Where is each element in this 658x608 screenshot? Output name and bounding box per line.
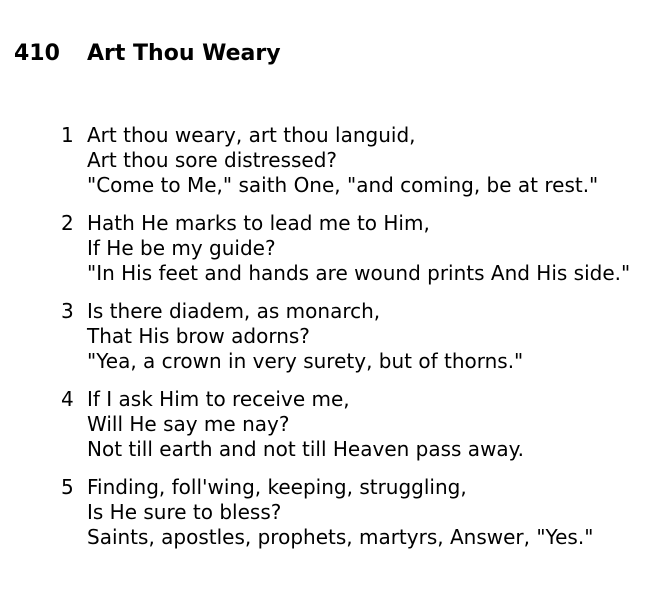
verse-lines <box>87 211 630 286</box>
verse-line: Not till earth and not till Heaven pass away. <box>87 437 525 461</box>
verse-number: 3 <box>61 299 74 323</box>
verse-2 <box>61 211 651 286</box>
verse-line: Saints, apostles, prophets, martyrs, Answer, "Yes." <box>87 525 594 549</box>
verse-line: "Come to Me," saith One, "and coming, be at rest." <box>87 173 599 197</box>
verse-line: Is He sure to bless? <box>87 500 282 524</box>
verse-line: "In His feet and hands are wound prints And His side." <box>87 261 631 285</box>
hymn-title: Art Thou Weary <box>87 41 281 66</box>
verse-number: 1 <box>61 123 74 147</box>
verse-number: 4 <box>61 387 74 411</box>
verse-line: That His brow adorns? <box>87 324 310 348</box>
verse-line: Is there diadem, as monarch, <box>87 299 381 323</box>
verse-line: If He be my guide? <box>87 236 276 260</box>
verse-line: Finding, foll'wing, keeping, struggling, <box>87 475 467 499</box>
verse-3 <box>61 299 651 374</box>
verse-4 <box>61 387 651 462</box>
hymn-number: 410 <box>14 41 60 66</box>
verse-lines <box>87 299 523 374</box>
verse-line: Hath He marks to lead me to Him, <box>87 211 430 235</box>
verse-list <box>61 123 651 563</box>
verse-lines <box>87 387 524 462</box>
verse-lines <box>87 475 593 550</box>
verse-number: 5 <box>61 475 74 499</box>
verse-line: Will He say me nay? <box>87 412 290 436</box>
verse-1 <box>61 123 651 198</box>
verse-5 <box>61 475 651 550</box>
hymn-header <box>14 41 281 75</box>
verse-line: Art thou sore distressed? <box>87 148 338 172</box>
verse-line: Art thou weary, art thou languid, <box>87 123 416 147</box>
verse-number: 2 <box>61 211 74 235</box>
verse-line: If I ask Him to receive me, <box>87 387 350 411</box>
verse-line: "Yea, a crown in very surety, but of thorns." <box>87 349 524 373</box>
verse-lines <box>87 123 598 198</box>
